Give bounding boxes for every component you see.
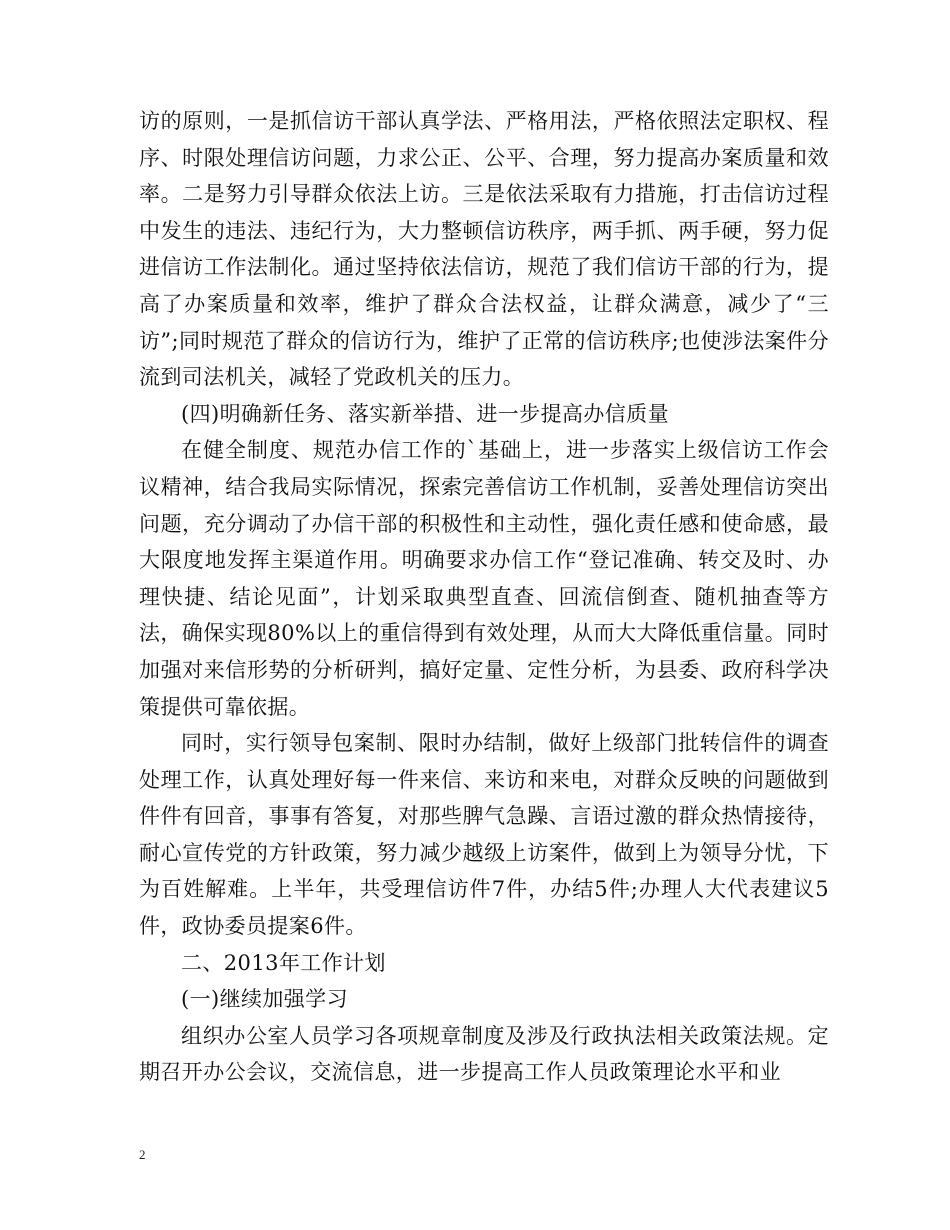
page-number: 2 bbox=[139, 1147, 146, 1162]
paragraph-3: 同时，实行领导包案制、限时办结制，做好上级部门批转信件的调查处理工作，认真处理好每一件来信、来访和来电，对群众反映的问题做到件件有回音，事事有答复，对那些脾气急躁、言语过激的群众热情接待，耐心宣传党的方针政策，努力减少越级上访案件，做到上为领导分忧，下为百姓解难。上半年，共受理信访件7件，办结5件;办理人大代表建议5件，政协委员提案6件。 bbox=[139, 731, 829, 939]
subsection-heading-1: (一)继续加强学习 bbox=[181, 987, 348, 1012]
paragraph-1: 访的原则，一是抓信访干部认真学法、严格用法，严格依照法定职权、程序、时限处理信访问题，力求公正、公平、合理，努力提高办案质量和效率。二是努力引导群众依法上访。三是依法采取有力措施，打击信访过程中发生的违法、违纪行为，大力整顿信访秩序，两手抓、两手硬，努力促进信访工作法制化。通过坚持依法信访，规范了我们信访干部的行为，提高了办案质量和效率，维护了群众合法权益，让群众满意，减少了“三访”;同时规范了群众的信访行为，维护了正常的信访秩序;也使涉法案件分流到司法机关，减轻了党政机关的压力。 bbox=[139, 109, 829, 390]
paragraph-2: 在健全制度、规范办信工作的`基础上，进一步落实上级信访工作会议精神，结合我局实际情况，探索完善信访工作机制，妥善处理信访突出问题，充分调动了办信干部的积极性和主动性，强化责任感和使命感，最大限度地发挥主渠道作用。明确要求办信工作“登记准确、转交及时、办理快捷、结论见面”，计划采取典型直查、回流信倒查、随机抽查等方法，确保实现80%以上的重信得到有效处理，从而大大降低重信量。同时加强对来信形势的分析研判，搞好定量、定性分析，为县委、政府科学决策提供可靠依据。 bbox=[139, 438, 829, 719]
paragraph-4: 组织办公室人员学习各项规章制度及涉及行政执法相关政策法规。定期召开办公会议，交流信息，进一步提高工作人员政策理论水平和业 bbox=[139, 1023, 829, 1085]
section-heading-2013-plan: 二、2013年工作计划 bbox=[181, 950, 386, 975]
document-body bbox=[139, 103, 829, 1091]
section-heading-4: (四)明确新任务、落实新举措、进一步提高办信质量 bbox=[181, 401, 669, 426]
